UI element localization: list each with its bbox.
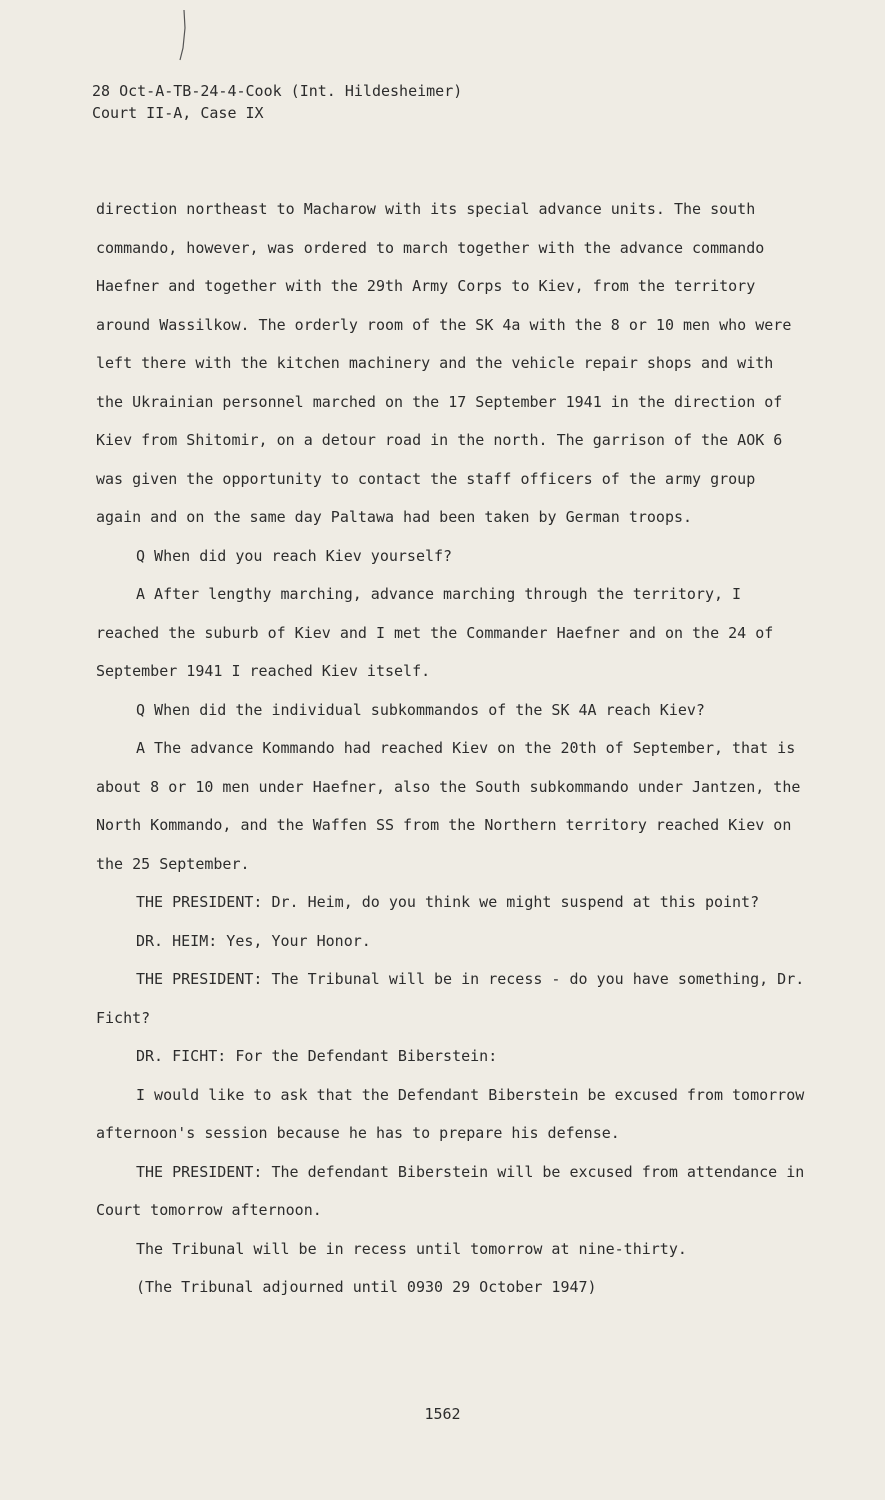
answer-paragraph: A The advance Kommando had reached Kiev on the 20th of September, that is about 8 or 10 men under Haefner, also the South subkommando under Jantzen, the North Kommando, and the Waffen SS from the Northern territory reached Kiev on the 25 September.: [96, 739, 801, 873]
pencil-mark-icon: [176, 8, 190, 68]
president-paragraph: THE PRESIDENT: The Tribunal will be in recess - do you have something, Dr. Ficht?: [96, 970, 805, 1027]
adjournment-note: (The Tribunal adjourned until 0930 29 October 1947): [136, 1278, 597, 1296]
page-number: 1562: [424, 1405, 461, 1423]
question-paragraph: Q When did the individual subkommandos of the SK 4A reach Kiev?: [136, 700, 705, 719]
transcript-paragraph: direction northeast to Macharow with its special advance units. The south commando, however, was ordered to march together with the advance commando Haefner and together with the 29th Army Corps to Kiev, from the territory around Wassilkow. The orderly room of the SK 4a with the 8 or 10 men who were left there with the kitchen machinery and the vehicle repair shops and with the Ukrainian personnel marched on the 17 September 1941 in the direction of Kiev from Shitomir, on a detour road in the north. The garrison of the AOK 6 was given the opportunity to contact the staff officers of the army group again and on the same day Paltawa had been taken by German troops.: [96, 200, 792, 526]
header-line-1: 28 Oct-A-TB-24-4-Cook (Int. Hildesheimer): [92, 82, 463, 100]
president-paragraph: THE PRESIDENT: The defendant Biberstein will be excused from attendance in Court tomorrow afternoon.: [96, 1162, 805, 1219]
transcript-body: [96, 190, 806, 1307]
dr-ficht-paragraph: DR. FICHT: For the Defendant Biberstein:: [136, 1047, 498, 1065]
question-paragraph: Q When did you reach Kiev yourself?: [136, 546, 453, 565]
document-header: [92, 80, 462, 124]
request-paragraph: I would like to ask that the Defendant Biberstein be excused from tomorrow afternoon's session because he has to prepare his defense.: [96, 1085, 805, 1142]
dr-heim-paragraph: DR. HEIM: Yes, Your Honor.: [136, 931, 371, 950]
header-line-2: Court II-A, Case IX: [92, 104, 264, 122]
recess-paragraph: The Tribunal will be in recess until tomorrow at nine-thirty.: [136, 1239, 687, 1258]
answer-paragraph: A After lengthy marching, advance marching through the territory, I reached the suburb of Kiev and I met the Commander Haefner and on the 24 of September 1941 I reached Kiev itself.: [96, 585, 774, 680]
president-paragraph: THE PRESIDENT: Dr. Heim, do you think we might suspend at this point?: [136, 893, 760, 911]
